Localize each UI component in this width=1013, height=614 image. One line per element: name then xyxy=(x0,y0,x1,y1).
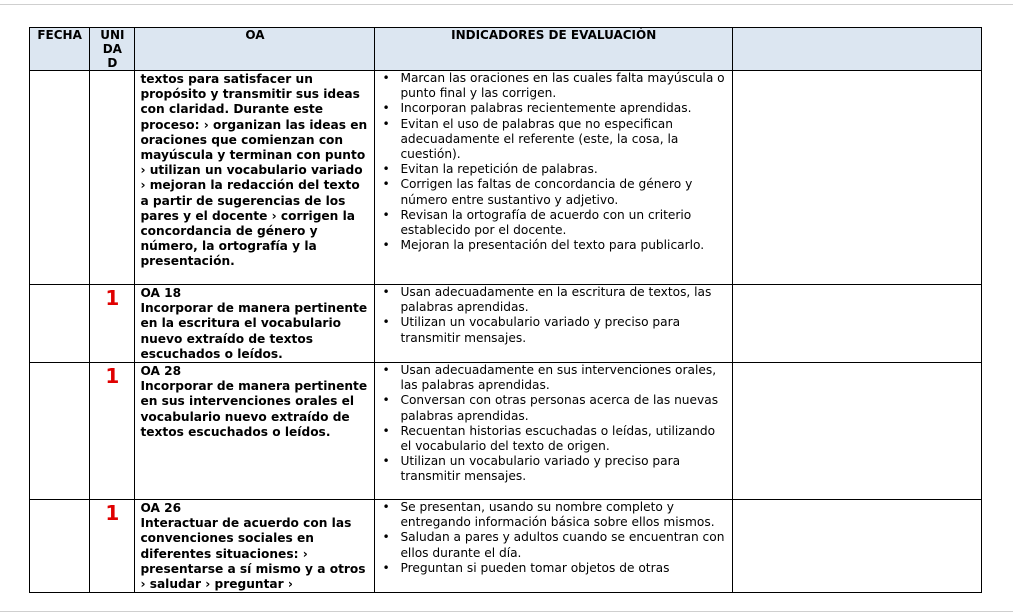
oa-text: Incorporar de manera pertinente en la escritura el vocabulario nuevo extraído de textos escuchados o leídos. xyxy=(140,301,368,361)
indicator-list xyxy=(375,500,732,576)
page-bottom-border xyxy=(0,611,1013,612)
oa-code: OA 26 xyxy=(140,501,182,516)
indicator-list xyxy=(375,285,732,346)
cell-indicadores xyxy=(375,363,733,500)
indicator-item: • Saludan a pares y adultos cuando se encuentran con ellos durante el día. xyxy=(375,530,728,560)
cell-extra xyxy=(732,71,981,285)
table-row xyxy=(30,500,982,593)
table-header-row xyxy=(30,28,982,71)
indicator-list xyxy=(375,71,732,253)
oa-code: OA 18 xyxy=(140,286,182,300)
cell-indicadores xyxy=(375,285,733,363)
cell-oa xyxy=(135,285,375,363)
cell-extra xyxy=(732,500,981,593)
cell-extra xyxy=(732,363,981,500)
table-row xyxy=(30,363,982,500)
header-unidad xyxy=(90,28,135,71)
cell-unidad: 1 xyxy=(90,285,135,363)
indicator-list xyxy=(375,363,732,485)
cell-oa xyxy=(135,363,375,500)
header-extra xyxy=(732,28,981,71)
indicator-item: • Evitan el uso de palabras que no especifican adecuadamente el referente (este, la cosa, la cuestión). xyxy=(375,117,728,163)
indicator-item: • Recuentan historias escuchadas o leídas, utilizando el vocabulario del texto de origen. xyxy=(375,424,728,454)
evaluation-table xyxy=(29,27,982,593)
indicator-item: • Incorporan palabras recientemente aprendidas. xyxy=(375,101,728,116)
oa-code: OA 28 xyxy=(140,364,182,379)
header-indicadores: INDICADORES DE EVALUACIÓN xyxy=(375,28,733,71)
indicator-item: • Utilizan un vocabulario variado y preciso para transmitir mensajes. xyxy=(375,454,728,484)
cell-fecha xyxy=(30,71,90,285)
indicator-item: • Conversan con otras personas acerca de las nuevas palabras aprendidas. xyxy=(375,393,728,423)
cell-fecha xyxy=(30,285,90,363)
indicator-item: • Marcan las oraciones en las cuales falta mayúscula o punto final y las corrigen. xyxy=(375,71,728,101)
cell-fecha xyxy=(30,363,90,500)
table-row xyxy=(30,285,982,363)
cell-oa xyxy=(135,71,375,285)
indicator-item: • Evitan la repetición de palabras. xyxy=(375,162,728,177)
cell-unidad: 1 xyxy=(90,500,135,593)
cell-unidad xyxy=(90,71,135,285)
cell-indicadores xyxy=(375,71,733,285)
indicator-item: • Usan adecuadamente en sus intervenciones orales, las palabras aprendidas. xyxy=(375,363,728,393)
header-unidad-label: UNI DAD xyxy=(100,28,125,70)
indicator-item: • Revisan la ortografía de acuerdo con un criterio establecido por el docente. xyxy=(375,208,728,238)
page-top-border xyxy=(0,4,1013,5)
cell-fecha xyxy=(30,500,90,593)
indicator-item: • Usan adecuadamente en la escritura de textos, las palabras aprendidas. xyxy=(375,285,728,315)
oa-text: Incorporar de manera pertinente en sus intervenciones orales el vocabulario nuevo extraído de textos escuchados o leídos. xyxy=(140,379,368,439)
indicator-item: • Se presentan, usando su nombre completo y entregando información básica sobre ellos mismos. xyxy=(375,500,728,530)
indicator-item: • Mejoran la presentación del texto para publicarlo. xyxy=(375,238,728,253)
indicator-item: • Corrigen las faltas de concordancia de género y número entre sustantivo y adjetivo. xyxy=(375,177,728,207)
oa-text: Interactuar de acuerdo con las convenciones sociales en diferentes situaciones: › presentarse a sí mismo y a otros › saludar › preguntar › xyxy=(140,516,366,592)
indicator-item: • Utilizan un vocabulario variado y preciso para transmitir mensajes. xyxy=(375,315,728,345)
cell-unidad: 1 xyxy=(90,363,135,500)
header-fecha: FECHA xyxy=(30,28,90,71)
cell-indicadores xyxy=(375,500,733,593)
table-row xyxy=(30,71,982,285)
indicator-item: • Preguntan si pueden tomar objetos de otras xyxy=(375,561,728,576)
cell-oa xyxy=(135,500,375,593)
header-oa: OA xyxy=(135,28,375,71)
oa-text: textos para satisfacer un propósito y transmitir sus ideas con claridad. Durante este proceso: › organizan las ideas en oraciones que comienzan con mayúscula y terminan con punto › utilizan un vocabulario variado › mejoran la redacción del texto a partir de sugerencias de los pares y el docente › corrigen la concordancia de género y número, la ortografía y la presentación. xyxy=(140,72,368,269)
cell-extra xyxy=(732,285,981,363)
